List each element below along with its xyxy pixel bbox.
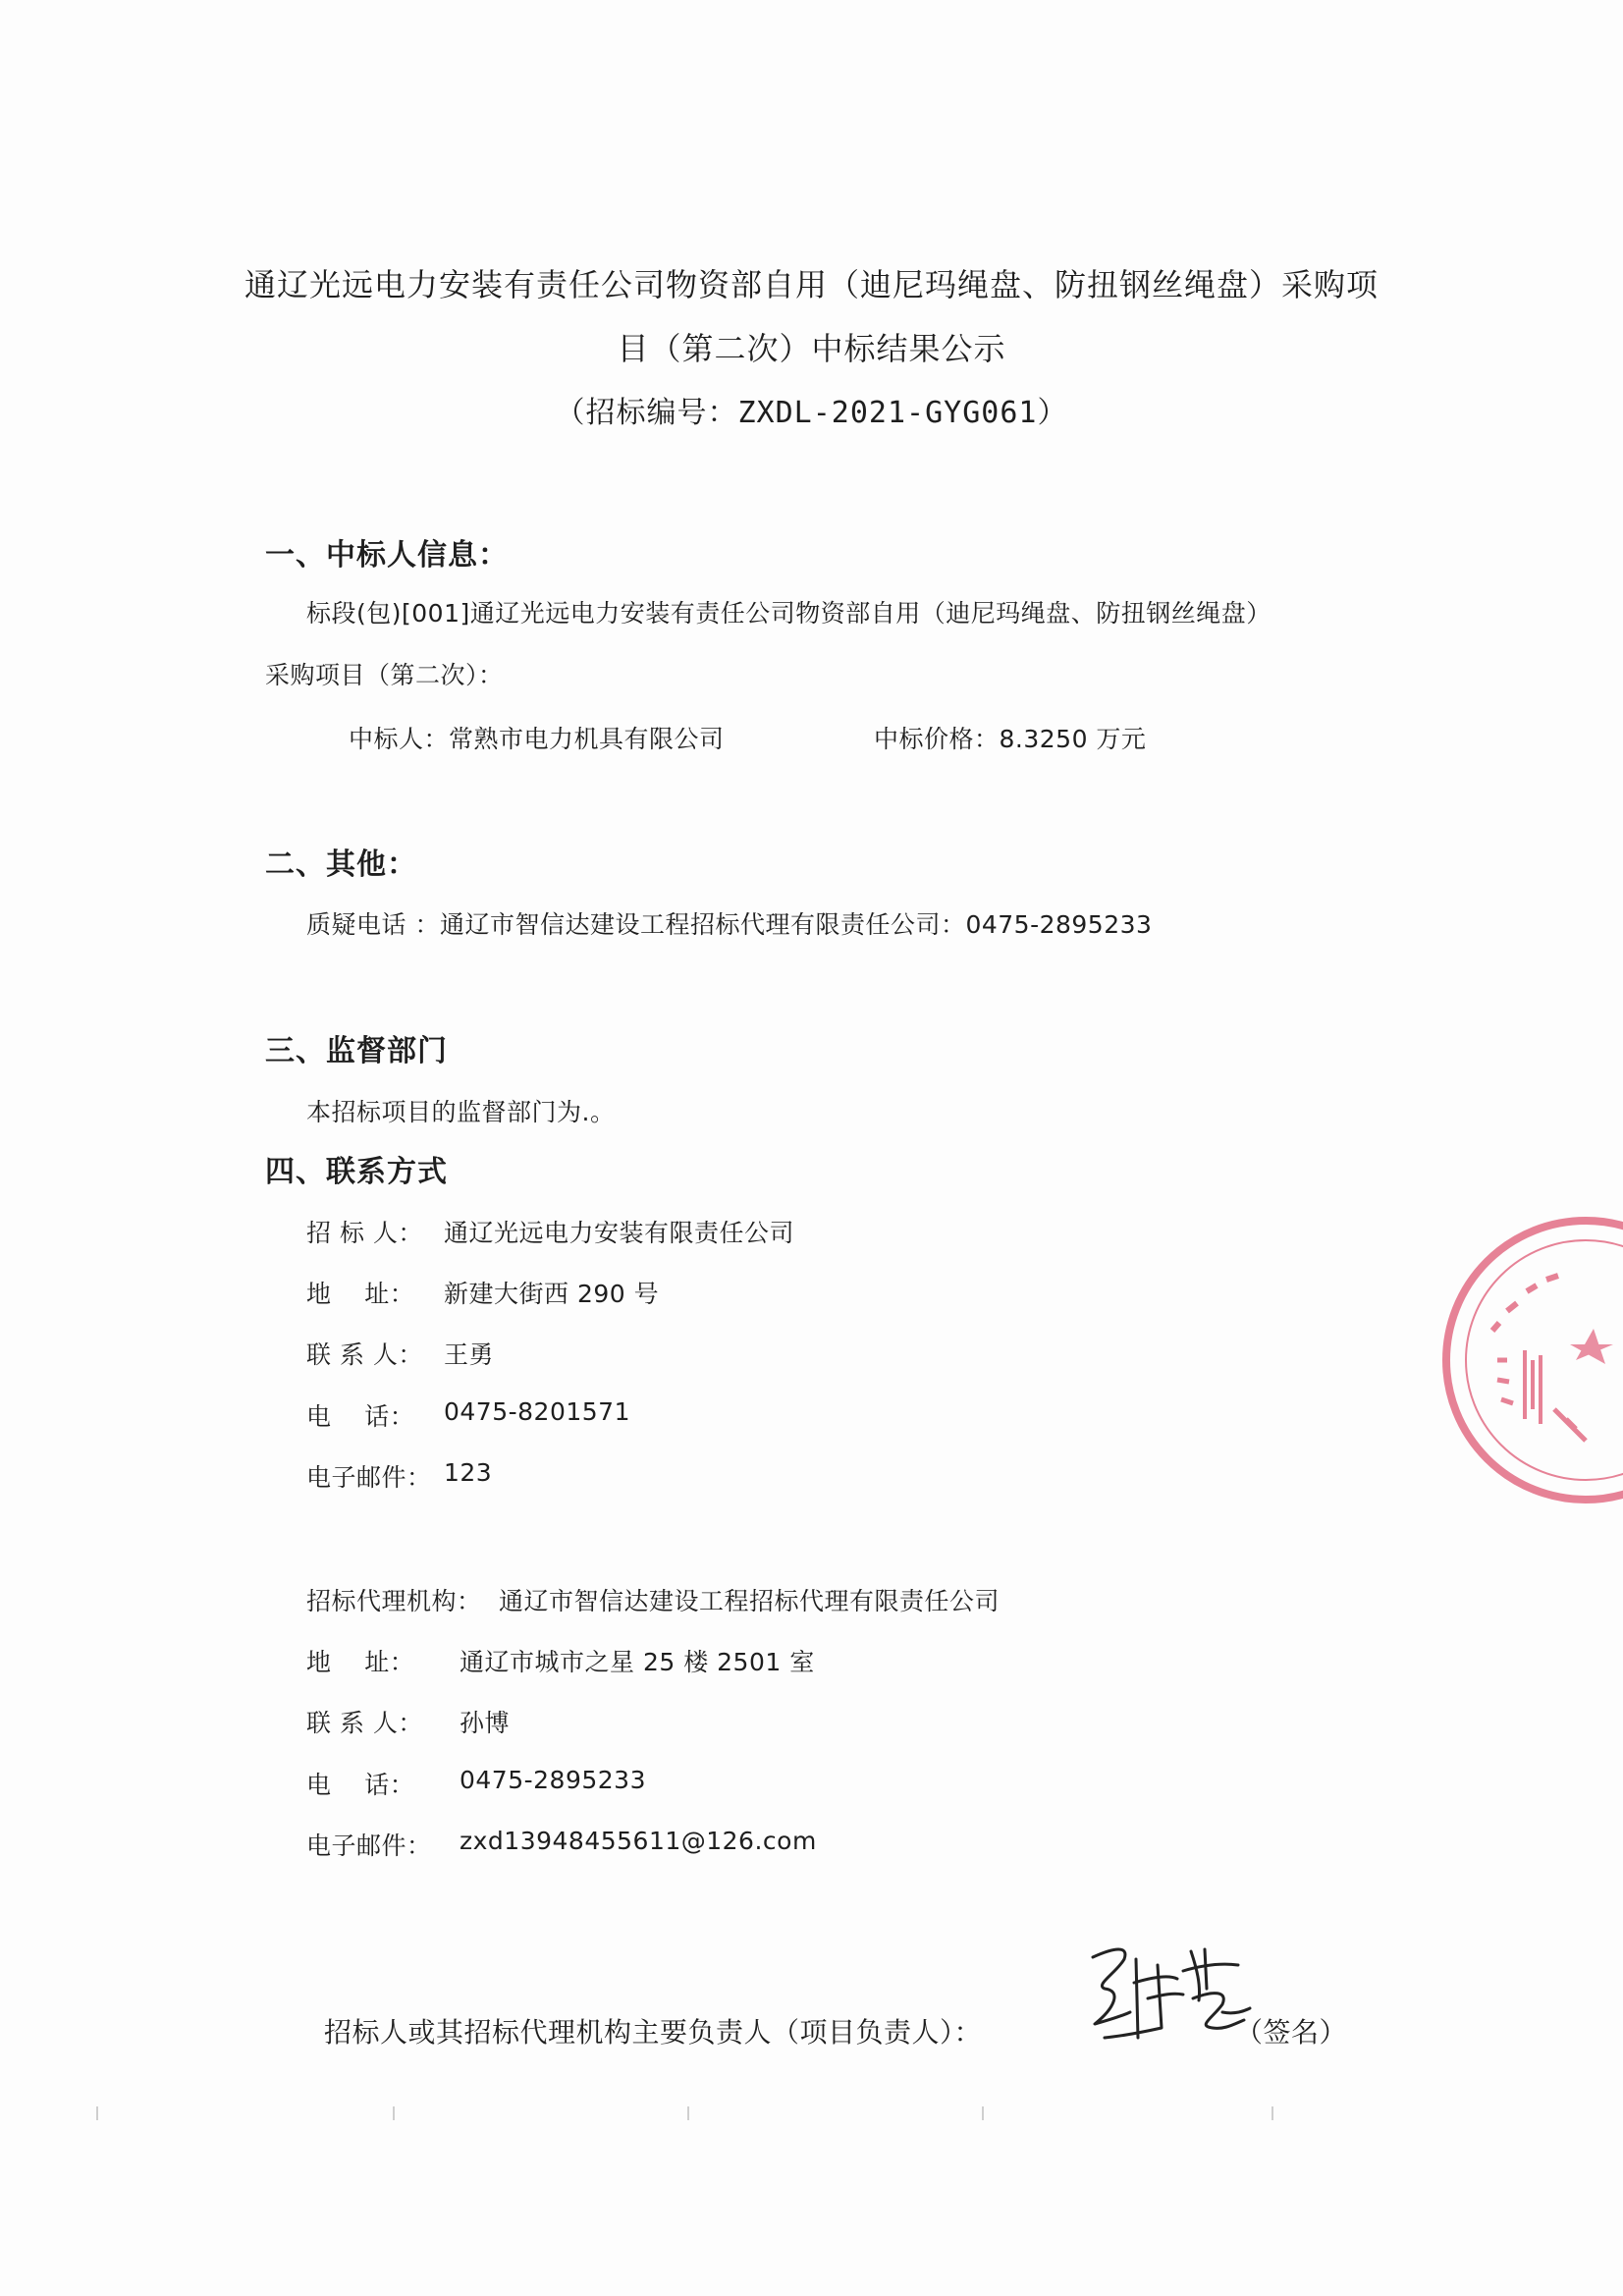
scan-mark <box>687 2106 689 2120</box>
agency-contact: 孙博 <box>460 1709 511 1737</box>
scan-mark <box>393 2106 395 2120</box>
section4-heading: 四、联系方式 <box>265 1155 448 1189</box>
scan-mark <box>982 2106 984 2120</box>
agency-address-label: 地 址： <box>306 1648 415 1676</box>
tenderer-phone: 0475-8201571 <box>444 1397 630 1426</box>
tenderer-email-label: 电子邮件： <box>306 1463 432 1492</box>
winning-price: 中标价格：8.3250 万元 <box>874 725 1147 753</box>
section3-heading: 三、监督部门 <box>265 1034 448 1068</box>
agency-email: zxd13948455611@126.com <box>460 1827 817 1855</box>
company-seal <box>1438 1213 1623 1507</box>
tenderer-phone-label: 电 话： <box>306 1402 415 1431</box>
agency-phone: 0475-2895233 <box>460 1766 646 1794</box>
lot-description-line1: 标段(包)[001]通辽光远电力安装有责任公司物资部自用（迪尼玛绳盘、防扭钢丝绳盘） <box>306 599 1271 628</box>
query-phone: 质疑电话 ：通辽市智信达建设工程招标代理有限责任公司：0475-2895233 <box>306 910 1153 939</box>
tenderer-contact-label: 联 系 人： <box>306 1340 423 1369</box>
tenderer-name: 通辽光远电力安装有限责任公司 <box>444 1219 795 1247</box>
signature-suffix: （签名） <box>1235 2016 1348 2049</box>
doc-title-line2: 目（第二次）中标结果公示 <box>617 330 1006 367</box>
section1-heading: 一、中标人信息： <box>265 538 509 573</box>
lot-description-line2: 采购项目（第二次）： <box>265 661 504 689</box>
signature-label: 招标人或其招标代理机构主要负责人（项目负责人）： <box>324 2016 983 2049</box>
agency-name-label: 招标代理机构： <box>306 1587 482 1615</box>
handwritten-signature <box>1075 1930 1257 2048</box>
tenderer-address-label: 地 址： <box>306 1280 415 1308</box>
section2-heading: 二、其他： <box>265 847 417 882</box>
agency-email-label: 电子邮件： <box>306 1831 432 1860</box>
doc-title-line1: 通辽光远电力安装有责任公司物资部自用（迪尼玛绳盘、防扭钢丝绳盘）采购项 <box>243 266 1379 303</box>
winner-name: 中标人：常熟市电力机具有限公司 <box>349 725 725 753</box>
supervision-text: 本招标项目的监督部门为.。 <box>306 1098 616 1126</box>
agency-phone-label: 电 话： <box>306 1771 415 1799</box>
tenderer-address: 新建大街西 290 号 <box>444 1280 660 1308</box>
agency-contact-label: 联 系 人： <box>306 1709 423 1737</box>
tenderer-email: 123 <box>444 1458 493 1487</box>
tenderer-name-label: 招 标 人： <box>306 1219 423 1247</box>
tenderer-contact: 王勇 <box>444 1340 495 1369</box>
agency-name: 通辽市智信达建设工程招标代理有限责任公司 <box>499 1587 1001 1615</box>
scan-mark <box>1271 2106 1273 2120</box>
tender-code: （招标编号：ZXDL-2021-GYG061） <box>555 396 1068 430</box>
agency-address: 通辽市城市之星 25 楼 2501 室 <box>460 1648 815 1676</box>
scan-mark <box>96 2106 98 2120</box>
